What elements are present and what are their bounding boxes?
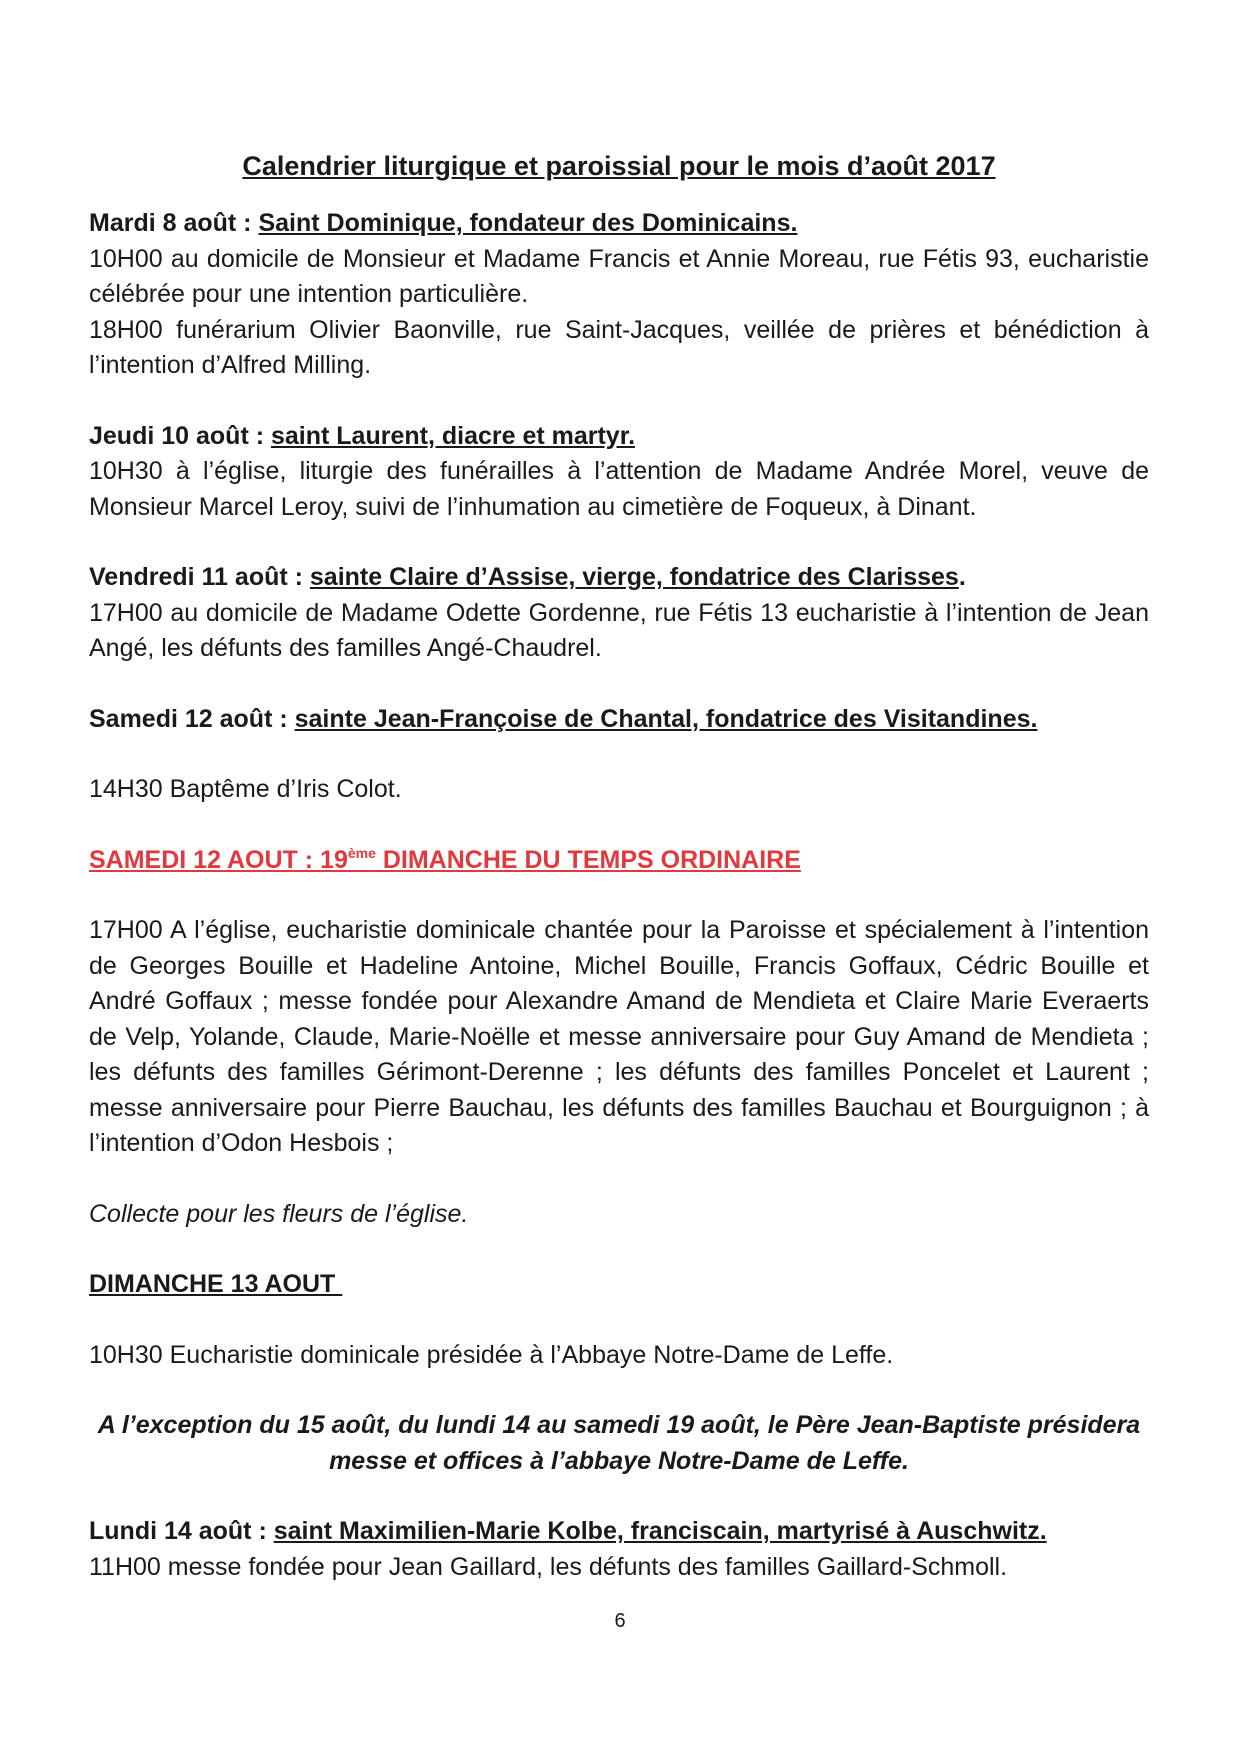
sunday-heading-red [89, 843, 1149, 879]
entry-day: Lundi 14 août : [89, 1517, 274, 1545]
entry-line: 14H30 Baptême d’Iris Colot. [89, 775, 402, 803]
sunday-mass-text: 17H00 A l’église, eucharistie dominicale chantée pour la Paroisse et spécialement à l’intention de Georges Bouille et Hadeline Antoine, Michel Bouille, Francis Goffaux, Cédric Bouille et André Goffaux ; messe fondée pour Alexandre Amand de Mendieta et Claire Marie Everaerts de Velp, Yolande, Claude, Marie-Noëlle et messe anniversaire pour Guy Amand de Mendieta ; les défunts des familles Gérimont-Derenne ; les défunts des familles Poncelet et Laurent ; messe anniversaire pour Pierre Bauchau, les défunts des familles Bauchau et Bourguignon ; à l’intention d’Odon Hesbois ; [89, 916, 1149, 1157]
spacer [89, 737, 1149, 772]
entry-feast: sainte Jean-Françoise de Chantal, fondatrice des Visitandines. [294, 704, 1038, 733]
spacer [89, 878, 1149, 913]
entry-feast: saint Laurent, diacre et martyr. [270, 421, 636, 450]
entry-day: Jeudi 10 août : [89, 421, 271, 450]
entry-feast-end: . [958, 563, 966, 591]
entry-heading [89, 206, 1149, 242]
entry-line: 11H00 messe fondée pour Jean Gaillard, les défunts des familles Gaillard-Schmoll. [89, 1552, 1008, 1581]
spacer [89, 525, 1149, 560]
entry-day: Vendredi 11 août : [89, 563, 310, 591]
sunday-heading [89, 1267, 1149, 1303]
entry-heading [89, 702, 1149, 738]
entry-line: 10H00 au domicile de Monsieur et Madame Francis et Annie Moreau, rue Fétis 93, eucharistie célébrée pour une intention particulière. [89, 244, 1149, 308]
spacer [89, 1373, 1149, 1408]
entry-feast: sainte Claire d’Assise, vierge, fondatrice des Clarisses [309, 563, 959, 591]
entry-line: 10H30 à l’église, liturgie des funérailles à l’attention de Madame Andrée Morel, veuve de Monsieur Marcel Leroy, suivi de l’inhumation au cimetière de Foqueux, à Dinant. [89, 457, 1149, 521]
entry-line: 10H30 Eucharistie dominicale présidée à l’Abbaye Notre-Dame de Leffe. [89, 1340, 894, 1369]
spacer [89, 1479, 1149, 1514]
entry-heading [89, 1514, 1149, 1550]
sunday-heading-before: SAMEDI 12 AOUT : 19 [89, 845, 348, 874]
collect-note: Collecte pour les fleurs de l’église. [89, 1199, 469, 1228]
sunday-heading-text: DIMANCHE 13 AOUT [89, 1270, 343, 1298]
entry-feast: saint Maximilien-Marie Kolbe, franciscain, martyrisé à Auschwitz. [273, 1517, 1047, 1545]
spacer [89, 667, 1149, 702]
spacer [89, 1162, 1149, 1197]
document-content [89, 148, 1149, 1585]
sunday-heading-sup: ème [347, 844, 376, 861]
spacer [89, 808, 1149, 843]
entry-line: 17H00 au domicile de Madame Odette Gordenne, rue Fétis 13 eucharistie à l’intention de Jean Angé, les défunts des familles Angé-Chaudrel. [89, 598, 1149, 662]
entry-feast: Saint Dominique, fondateur des Dominicains. [258, 209, 798, 237]
entry-day: Samedi 12 août : [89, 704, 295, 733]
entry-line: 18H00 funérarium Olivier Baonville, rue Saint-Jacques, veillée de prières et bénédiction à l’intention d’Alfred Milling. [89, 315, 1149, 379]
notice-text: A l’exception du 15 août, du lundi 14 au samedi 19 août, le Père Jean-Baptiste présidera messe et offices à l’abbaye Notre-Dame de Leffe. [97, 1411, 1141, 1475]
spacer [89, 1303, 1149, 1338]
entry-day: Mardi 8 août : [89, 209, 259, 237]
page-title: Calendrier liturgique et paroissial pour le mois d’août 2017 [242, 151, 996, 181]
entry-heading [89, 560, 1149, 596]
sunday-heading-after: DIMANCHE DU TEMPS ORDINAIRE [375, 845, 801, 874]
spacer [89, 384, 1149, 419]
page-number: 6 [614, 1610, 626, 1632]
entry-heading [89, 419, 1149, 455]
spacer [89, 1232, 1149, 1267]
